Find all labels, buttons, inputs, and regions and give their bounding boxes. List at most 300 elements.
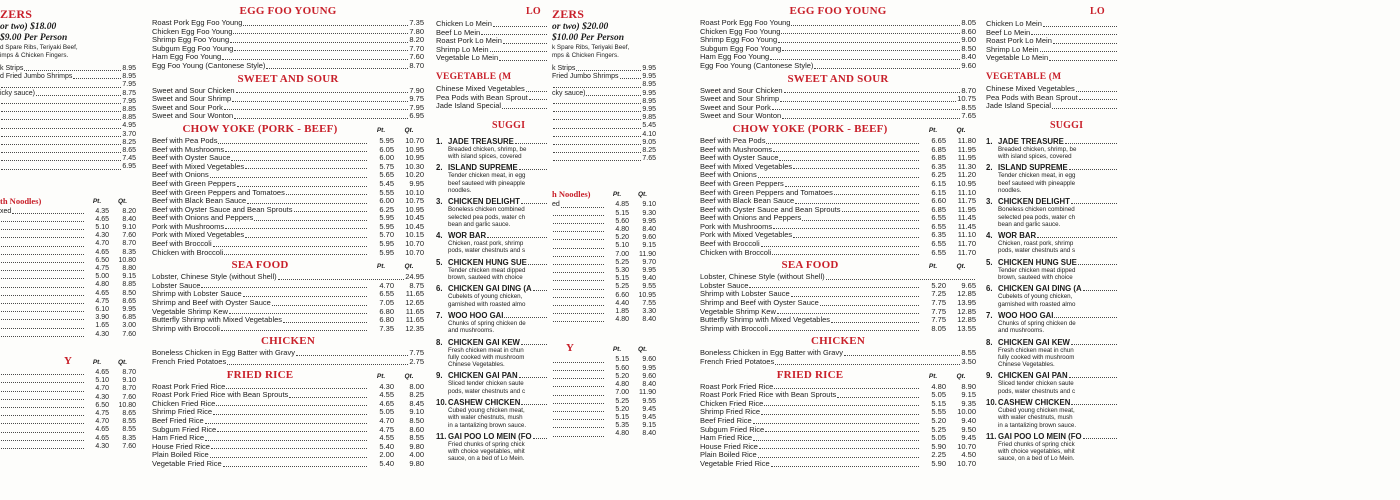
item-price-pint: 4.75 (95, 297, 109, 305)
item-price-pint: 4.30 (95, 330, 109, 338)
menu-item-row (552, 292, 656, 300)
item-price: 8.70 (409, 60, 424, 70)
suggestion-desc-line: Sliced tender chicken saute (998, 380, 1074, 388)
suggestion-name-row (986, 163, 1118, 172)
item-price: 4.10 (642, 130, 656, 138)
item-price: 9.85 (642, 114, 656, 122)
item-price-pint: 4.65 (95, 215, 109, 223)
item-price-quart: 8.40 (122, 215, 136, 223)
dot-leader (769, 330, 919, 331)
item-name: Sweet and Sour Pork (152, 102, 223, 112)
suggestion-name: CHICKEN GAI KEW (448, 337, 520, 347)
item-price-pint: 5.75 (379, 161, 394, 171)
item-price-pint: 5.45 (379, 178, 394, 188)
item-name: Pea Pods with Bean Sprout (436, 92, 528, 102)
menu-item-row (552, 122, 656, 130)
suggestion-number: 8. (436, 337, 443, 347)
menu-item-row (0, 306, 136, 314)
dot-leader (779, 160, 919, 161)
item-price-quart: 10.70 (957, 458, 976, 468)
item-price: 5.45 (642, 122, 656, 130)
item-price-quart: 9.10 (642, 201, 656, 209)
main-sections-column-left (152, 0, 424, 500)
item-price-quart: 7.55 (642, 299, 656, 307)
menu-item-row (552, 98, 656, 106)
suggestion-desc-line: Chicken, roast pork, shrimp (998, 240, 1074, 248)
dot-leader (230, 42, 408, 43)
menu-item-row (0, 90, 136, 98)
suggestion-name: GAI POO LO MEIN (FO (998, 431, 1082, 441)
item-price-quart: 8.85 (122, 281, 136, 289)
suggestion-desc-line: sauce, on a bed of Lo Mein. (448, 455, 525, 463)
dot-leader (1037, 237, 1117, 238)
dot-leader (553, 152, 641, 153)
dot-leader (749, 287, 919, 288)
dot-leader (842, 211, 920, 212)
item-price-pint: 4.55 (379, 390, 394, 400)
item-price-pint: 6.80 (379, 306, 394, 316)
section-heading-row (552, 189, 656, 199)
suggestion-name-row (436, 432, 548, 441)
item-price-quart: 11.65 (405, 289, 424, 299)
item-price-pint: 6.55 (931, 213, 946, 223)
item-price-pint: 5.25 (615, 397, 629, 405)
item-price: 24.95 (405, 272, 424, 282)
menu-item-row (552, 81, 656, 89)
menu-item-row (0, 394, 136, 402)
dot-leader (211, 448, 367, 449)
item-price: 9.95 (642, 89, 656, 97)
dot-leader (781, 33, 960, 34)
suggestion-item (986, 231, 1118, 255)
suggestion-name-row (436, 371, 548, 380)
dot-leader (224, 254, 367, 255)
item-price-pint: 4.65 (95, 434, 109, 442)
menu-item-row (0, 290, 136, 298)
item-name: Plain Boiled Rice (700, 450, 757, 460)
item-price: 8.50 (961, 43, 976, 53)
menu-item-row (552, 430, 656, 438)
suggestion-name-row (986, 284, 1118, 293)
dot-leader (526, 91, 547, 92)
item-price: 9.05 (642, 138, 656, 146)
dot-leader (553, 136, 641, 137)
item-name: d Fried Jumbo Shrimps (0, 73, 73, 81)
item-name: Chinese Mixed Vegetables (986, 83, 1075, 93)
item-price-quart: 11.65 (405, 315, 424, 325)
item-price-pint: 4.75 (95, 265, 109, 273)
menu-item-row (0, 257, 136, 265)
item-price-pint: 6.35 (931, 161, 946, 171)
dot-leader (553, 119, 641, 120)
dot-leader (487, 237, 547, 238)
qt-column-label: Qt. (404, 372, 414, 380)
item-price-quart: 8.25 (409, 390, 424, 400)
menu-item-row (552, 218, 656, 226)
item-price-pint: 6.15 (931, 178, 946, 188)
dot-leader (504, 317, 547, 318)
item-price-pint: 4.70 (95, 240, 109, 248)
item-price-quart: 12.85 (957, 315, 976, 325)
dot-leader (553, 370, 604, 371)
suggestion-item (986, 284, 1118, 308)
item-name: Beef with Broccoli (152, 239, 212, 249)
dot-leader (834, 194, 919, 195)
suggestion-name: CHICKEN GAI PAN (448, 371, 518, 381)
dot-leader (765, 431, 919, 432)
item-price-pint: 5.10 (615, 242, 629, 250)
dot-leader (553, 231, 604, 232)
item-price-pint: 5.05 (379, 407, 394, 417)
item-price-pint: 5.20 (931, 280, 946, 290)
dot-leader (1071, 203, 1117, 204)
item-name: Beef with Oyster Sauce (700, 153, 779, 163)
dot-leader (553, 378, 604, 379)
suggestion-number: 1. (436, 136, 443, 146)
section-heading-row (152, 73, 424, 85)
suggestion-desc-line: bean and garlic sauce. (448, 220, 511, 228)
dot-leader (1, 374, 84, 375)
dot-leader (236, 92, 409, 93)
menu-item-row (552, 381, 656, 389)
pt-column-label: Pt. (376, 126, 386, 134)
dot-leader (533, 290, 547, 291)
item-name: Chicken Lo Mein (986, 19, 1042, 28)
item-name: Ham Egg Foo Young (700, 52, 770, 62)
dot-leader (553, 248, 604, 249)
menu-item-row (0, 216, 136, 224)
item-price: 7.70 (409, 43, 424, 53)
suggestion-desc-line: noodles. (448, 186, 472, 194)
item-price-pint: 4.80 (615, 226, 629, 234)
item-price-pint: 6.50 (95, 401, 109, 409)
item-price-quart: 9.60 (642, 234, 656, 242)
item-price-quart: 7.60 (122, 393, 136, 401)
menu-item-row (552, 373, 656, 381)
dot-leader (210, 457, 367, 458)
item-price-quart: 8.00 (409, 381, 424, 391)
suggestion-item (986, 398, 1118, 429)
suggestion-number: 10. (436, 397, 447, 407)
item-price-quart: 11.95 (957, 204, 976, 214)
item-price-quart: 9.15 (961, 390, 976, 400)
pt-column-label: Pt. (376, 372, 386, 380)
item-price-pint: 6.50 (95, 256, 109, 264)
item-price-pint: 4.35 (95, 207, 109, 215)
dot-leader (294, 211, 368, 212)
dot-leader (766, 143, 919, 144)
dot-leader (826, 279, 975, 280)
item-name: Beef with Pea Pods (700, 135, 766, 145)
dot-leader (1, 295, 84, 296)
item-name: Vegetable Shrimp Kew (700, 306, 776, 316)
qt-column-label: Qt. (404, 126, 414, 134)
suggestion-desc-line: Tender chicken meat, in egg (998, 172, 1076, 180)
item-price: 7.65 (642, 155, 656, 163)
suggestion-desc-line: Fresh chicken meat in chun (448, 346, 524, 354)
dot-leader (778, 42, 960, 43)
item-name: Chicken Fried Rice (152, 398, 216, 408)
dot-leader (553, 111, 641, 112)
item-price-pint: 4.80 (615, 316, 629, 324)
item-price-quart: 8.90 (961, 381, 976, 391)
suggestion-number: 8. (986, 337, 993, 347)
suggestion-desc-line: pods, water chestnuts and s (448, 247, 526, 255)
item-price-pint: 5.20 (615, 372, 629, 380)
menu-item-row (0, 155, 136, 163)
menu-item-row (0, 139, 136, 147)
suggestion-item (986, 371, 1118, 395)
dot-leader (553, 427, 604, 428)
item-price-pint: 4.70 (95, 418, 109, 426)
item-name: Vegetable Fried Rice (152, 458, 222, 468)
item-name: Roast Pork Egg Foo Young (700, 18, 791, 27)
pt-column-label: Pt. (376, 263, 386, 271)
item-name: Ham Egg Foo Young (152, 52, 222, 62)
item-price-quart: 7.60 (122, 330, 136, 338)
menu-item-row (0, 385, 136, 393)
suggestion-name-row (986, 258, 1118, 267)
item-name: Ham Fried Rice (700, 433, 753, 443)
section-heading-row (152, 259, 424, 271)
item-price: 8.20 (409, 35, 424, 45)
dot-leader (553, 215, 604, 216)
menu-item-row (0, 369, 136, 377)
menu-item-row (552, 365, 656, 373)
item-name: Lobster Sauce (152, 280, 201, 290)
item-price-quart: 9.45 (642, 413, 656, 421)
dot-leader (1083, 290, 1117, 291)
item-price: 8.65 (122, 147, 136, 155)
item-price: 8.85 (122, 114, 136, 122)
item-price: 9.60 (961, 60, 976, 70)
item-price: 9.95 (642, 73, 656, 81)
dot-leader (521, 203, 547, 204)
item-name: Sweet and Sour Wonton (152, 111, 234, 121)
item-price-pint: 5.55 (379, 187, 394, 197)
section-heading: CHICKEN (261, 335, 315, 348)
menu-item-row (0, 114, 136, 122)
item-price-quart: 11.70 (957, 239, 976, 249)
item-price-quart: 8.70 (122, 368, 136, 376)
dot-leader (528, 264, 547, 265)
item-name: Beef Lo Mein (986, 27, 1031, 37)
dot-leader (254, 220, 367, 221)
section-heading-row (436, 6, 548, 18)
suggestion-desc-line: pods, water chestnuts and c (998, 387, 1076, 395)
suggestion-desc-line: Boneless chicken combined (998, 206, 1075, 214)
item-price-pint: 7.75 (931, 306, 946, 316)
item-price-quart: 4.00 (409, 450, 424, 460)
dot-leader (791, 25, 960, 26)
item-name: Sweet and Sour Wonton (700, 111, 782, 121)
suggestion-desc-line: fully cooked with mushroom (448, 353, 525, 361)
menu-item-row (552, 114, 656, 122)
dot-leader (1, 415, 84, 416)
note-line: k Spare Ribs, Teriyaki Beef, (552, 44, 630, 51)
dot-leader (1071, 404, 1117, 405)
item-price-pint: 6.25 (931, 170, 946, 180)
item-price-quart: 11.10 (957, 187, 976, 197)
item-name: Shrimp Lo Mein (986, 44, 1039, 54)
dot-leader (1054, 317, 1117, 318)
pt-column-label: Pt. (612, 191, 622, 199)
dot-leader (1, 311, 84, 312)
item-price: 10.75 (957, 94, 976, 104)
item-price-quart: 11.80 (957, 135, 976, 145)
item-name: Beef with Pea Pods (152, 135, 218, 145)
dot-leader (791, 296, 919, 297)
dot-leader (1071, 344, 1117, 345)
dot-leader (1, 336, 84, 337)
item-price-quart: 9.15 (642, 242, 656, 250)
qt-column-label: Qt. (117, 358, 128, 366)
item-name: Beef with Onions and Peppers (700, 213, 802, 223)
dot-leader (533, 438, 547, 439)
suggestion-number: 4. (986, 231, 993, 241)
suggestion-item (436, 163, 548, 194)
item-price-pint: 5.00 (95, 273, 109, 281)
suggestion-item (436, 432, 548, 463)
suggestion-number: 3. (986, 197, 993, 207)
item-price-pint: 6.65 (931, 135, 946, 145)
item-name: Vegetable Lo Mein (436, 53, 499, 63)
item-price: 8.25 (642, 147, 656, 155)
dot-leader (1065, 143, 1117, 144)
suggestion-desc-line: beef sauteed with pineapple (998, 179, 1076, 187)
item-name: Beef with Onions (152, 170, 209, 180)
suggestion-desc-line: Chinese Vegetables. (998, 361, 1055, 369)
suggestion-desc-line: Cubelets of young chicken, (998, 293, 1073, 301)
item-name: Fried Jumbo Shrimps (552, 73, 619, 81)
dot-leader (210, 177, 367, 178)
item-name: Shrimp Fried Rice (700, 407, 761, 417)
section-heading-row (986, 6, 1118, 18)
item-name: Beef with Mixed Vegetables (152, 161, 245, 171)
suggestion-name-row (436, 231, 548, 240)
section-heading: CHOW YOKE (PORK - BEEF) (182, 122, 338, 135)
item-price-quart: 10.70 (405, 239, 424, 249)
dot-leader (216, 405, 367, 406)
item-price-quart: 9.95 (409, 178, 424, 188)
dot-leader (283, 322, 367, 323)
dot-leader (553, 128, 641, 129)
menu-item-row (552, 242, 656, 250)
section-heading: EGG FOO YOUNG (239, 5, 337, 17)
item-name: Shrimp with Broccoli (700, 323, 768, 333)
dot-leader (515, 143, 547, 144)
suggestion-number: 5. (986, 257, 993, 267)
item-price-quart: 8.45 (409, 398, 424, 408)
dot-leader (529, 99, 547, 100)
item-price-pint: 4.70 (95, 385, 109, 393)
dot-leader (1069, 377, 1117, 378)
section-heading: Y (566, 342, 575, 355)
item-price-quart: 10.95 (638, 291, 656, 299)
dot-leader (205, 440, 367, 441)
section-heading: SWEET AND SOUR (787, 72, 889, 85)
item-price-quart: 8.55 (122, 426, 136, 434)
dot-leader (553, 411, 604, 412)
menu-item-row (0, 281, 136, 289)
item-price-quart: 8.50 (409, 415, 424, 425)
dot-leader (1079, 99, 1117, 100)
item-name: Shrimp Egg Foo Young (700, 35, 778, 45)
item-name: Pork with Mixed Vegetables (152, 230, 245, 240)
item-price-quart: 6.85 (122, 314, 136, 322)
suggestion-item (986, 163, 1118, 194)
section-heading-row (700, 335, 976, 347)
item-price-quart: 9.70 (642, 258, 656, 266)
suggestion-desc-line: with choice vegetables, whit (998, 448, 1075, 456)
item-price-pint: 6.15 (931, 187, 946, 197)
dot-leader (1043, 26, 1117, 27)
spacer (986, 63, 1118, 69)
suggestion-name-row (986, 371, 1118, 380)
dot-leader (1, 152, 121, 153)
item-price-pint: 4.80 (615, 381, 629, 389)
dot-leader (296, 355, 408, 356)
item-price-pint: 4.65 (95, 289, 109, 297)
menu-item-row (0, 208, 136, 216)
dot-leader (218, 143, 367, 144)
dot-leader (234, 50, 408, 51)
pricing-note: or two) $20.00 (552, 22, 609, 32)
item-price: 8.55 (961, 102, 976, 112)
menu-item-row (0, 81, 136, 89)
menu-item-row (552, 210, 656, 218)
suggestion-name: CHICKEN GAI KEW (998, 337, 1070, 347)
menu-item-row (0, 240, 136, 248)
item-name: Roast Pork Fried Rice with Bean Sprouts (152, 390, 289, 400)
suggestion-name: CHICKEN DELIGHT (448, 197, 520, 207)
suggestion-name: GAI POO LO MEIN (FO (448, 431, 532, 441)
dot-leader (1, 246, 84, 247)
suggestion-name-row (986, 398, 1118, 407)
suggestion-name: JADE TREASURE (998, 136, 1064, 146)
suggestion-name-row (986, 231, 1118, 240)
dot-leader (553, 321, 604, 322)
dot-leader (553, 419, 604, 420)
item-price-pint: 4.55 (379, 433, 394, 443)
item-price-quart: 8.80 (122, 265, 136, 273)
item-price-quart: 8.60 (409, 424, 424, 434)
section-heading-row (0, 355, 136, 367)
suggestion-item (436, 258, 548, 282)
item-price-pint: 6.10 (95, 306, 109, 314)
item-price-pint: 5.95 (379, 135, 394, 145)
suggestion-number: 1. (986, 136, 993, 146)
suggestion-desc-line: pods, water chestnuts and s (998, 247, 1076, 255)
item-price-quart: 9.60 (642, 372, 656, 380)
suggestion-desc-line: in a tantalizing brown sauce. (448, 421, 527, 429)
lomein-suggestions-column-right (986, 0, 1118, 500)
dot-leader (576, 70, 641, 71)
item-name: Vegetable Shrimp Kew (152, 306, 228, 316)
item-price-pint: 5.15 (615, 275, 629, 283)
menu-item-row (700, 249, 976, 258)
suggestion-item (986, 137, 1118, 161)
menu-item-row (700, 460, 976, 469)
section-heading: VEGETABLE (M (986, 71, 1062, 82)
suggestion-name-row (986, 137, 1118, 146)
dot-leader (1, 254, 84, 255)
item-price-pint: 5.55 (931, 407, 946, 417)
dot-leader (1, 448, 84, 449)
suggestion-name-row (436, 197, 548, 206)
suggestion-item (436, 311, 548, 335)
item-price-pint: 5.95 (379, 213, 394, 223)
